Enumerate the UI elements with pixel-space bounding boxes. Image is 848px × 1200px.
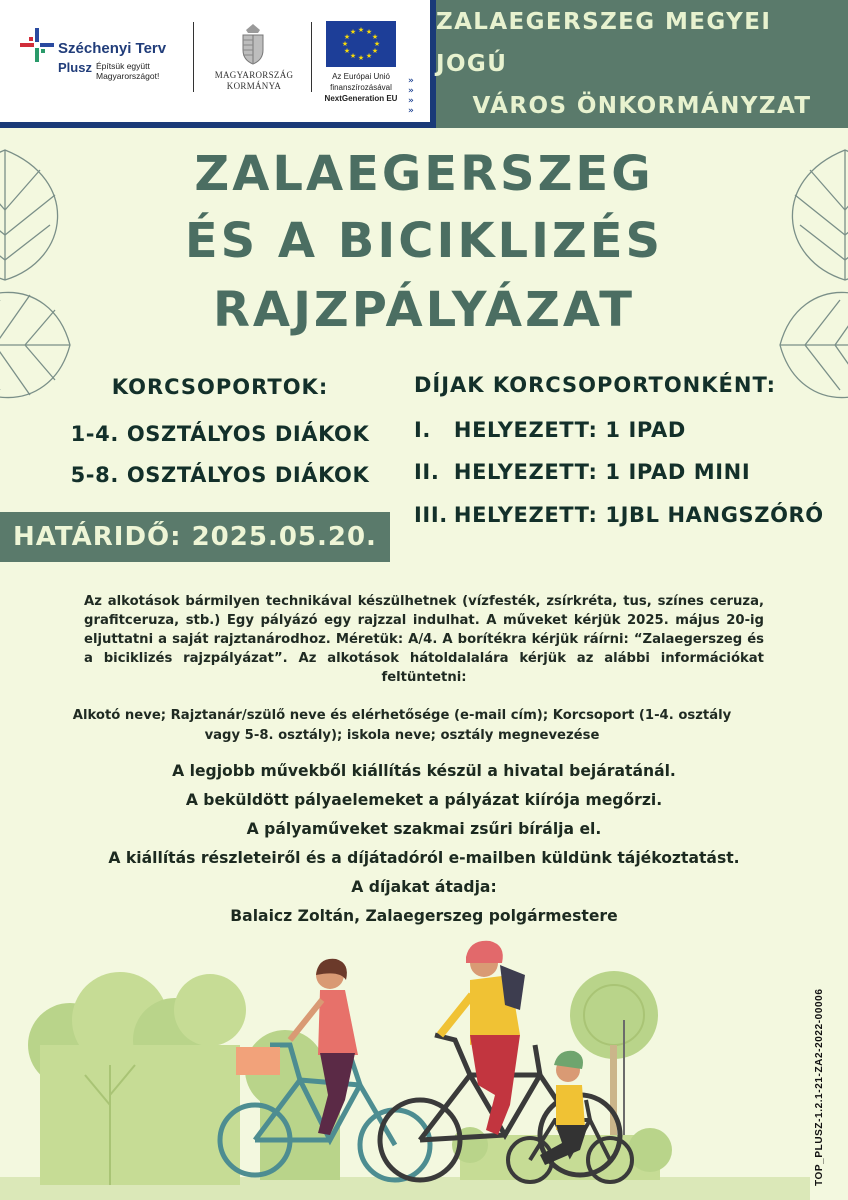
szechenyi-cross-logo-icon [18, 26, 56, 64]
announcement-line: A kiállítás részleteiről és a díjátadóról e-mailben küldünk tájékoztatást. [108, 849, 740, 867]
svg-text:★: ★ [371, 47, 379, 55]
svg-text:★: ★ [343, 47, 351, 55]
prize-rank: I. [414, 418, 431, 442]
svg-text:★: ★ [365, 28, 373, 36]
eu-logo-line1: Az Európai Unió [332, 72, 390, 81]
prize-rank: III. [414, 503, 448, 527]
organization-name-line2: VÁROS ÖNKORMÁNYZAT [472, 93, 812, 119]
prize-item [414, 503, 824, 527]
announcement-line: A beküldött pályaelemeket a pályázat kiírója megőrzi. [185, 791, 663, 809]
prize-text: HELYEZETT: 1 IPAD [453, 418, 686, 442]
family-cycling-illustration [0, 935, 810, 1200]
szechenyi-logo-title: Széchenyi Terv [58, 40, 167, 57]
required-info-paragraph: Alkotó neve; Rajztanár/szülő neve és elérhetősége (e-mail cím); Korcsoport (1-4. osztály vagy 5-8. osztály); iskola neve; osztály megnevezése [72, 708, 732, 743]
eu-logo-line2: finanszírozásával [330, 83, 392, 92]
prize-text: HELYEZETT: 1JBL HANGSZÓRÓ [453, 503, 824, 527]
prizes-heading: DÍJAK KORCSOPORTONKÉNT: [414, 373, 777, 397]
logo-divider [311, 22, 312, 92]
government-logo-line1: MAGYARORSZÁG [214, 70, 294, 80]
page-title-line1: ZALAEGERSZEG [194, 146, 654, 202]
svg-text:★: ★ [349, 52, 357, 60]
age-groups-heading: KORCSOPORTOK: [111, 375, 329, 399]
announcement-line: A díjakat átadja: [351, 878, 497, 896]
age-group-item: 5-8. OSZTÁLYOS DIÁKOK [70, 463, 370, 487]
eu-logo-line3: NextGeneration EU [324, 94, 398, 103]
announcement-line: A legjobb művekből kiállítás készül a hivatal bejáratánál. [172, 762, 676, 780]
szechenyi-logo-plus: Plusz [58, 60, 92, 75]
prize-item [414, 460, 750, 484]
bike-basket-icon [236, 1047, 280, 1075]
decorative-chevrons: » » » » [408, 76, 414, 116]
svg-text:★: ★ [357, 54, 365, 62]
deadline-banner [0, 512, 390, 562]
prize-text: HELYEZETT: 1 IPAD MINI [453, 460, 751, 484]
mayor-line: Balaicz Zoltán, Zalaegerszeg polgármestere [230, 907, 618, 925]
project-code: TOP_PLUSZ-1.2.1-21-ZA2-2022-00006 [814, 988, 825, 1186]
svg-text:★: ★ [349, 28, 357, 36]
deadline-text: HATÁRIDŐ: 2025.05.20. [13, 522, 377, 552]
hungarian-coat-of-arms-icon [238, 22, 268, 66]
prize-item [414, 418, 686, 442]
szechenyi-slogan: Építsük együtt Magyarországot! [96, 61, 160, 81]
svg-text:★: ★ [343, 33, 351, 41]
organization-name-line1: ZALAEGERSZEG MEGYEI JOGÚ [436, 9, 772, 77]
page-title-line3: RAJZPÁLYÁZAT [212, 282, 636, 338]
svg-text:★: ★ [365, 52, 373, 60]
page-title-line2: ÉS A BICIKLIZÉS [184, 213, 664, 269]
description-paragraph: Az alkotások bármilyen technikával készülhetnek (vízfesték, zsírkréta, tus, színes ceruza, grafitceruza, stb.) Egy pályázó egy rajzzal indulhat. A műveket kérjük 2025. május 20-ig eljuttatni a saját rajztanárodhoz. Méretük: A/4. A borítékra kérjük ráírni: “Zalaegerszeg és a biciklizés rajzpályázat”. Az alkotások hátoldalalára kérjük az alábbi információkat feltüntetni: [84, 594, 764, 685]
svg-text:★: ★ [371, 33, 379, 41]
logo-divider [193, 22, 194, 92]
prize-rank: II. [414, 460, 440, 484]
svg-text:★: ★ [357, 26, 365, 34]
bush-icon [28, 972, 340, 1185]
svg-text:★: ★ [341, 40, 349, 48]
organization-banner [436, 0, 848, 128]
government-logo-line2: KORMÁNYA [226, 81, 282, 91]
announcement-line: A pályaműveket szakmai zsűri bírálja el. [246, 820, 602, 838]
svg-text:★: ★ [373, 40, 381, 48]
age-group-item: 1-4. OSZTÁLYOS DIÁKOK [70, 422, 370, 446]
eu-flag-icon [326, 21, 396, 67]
